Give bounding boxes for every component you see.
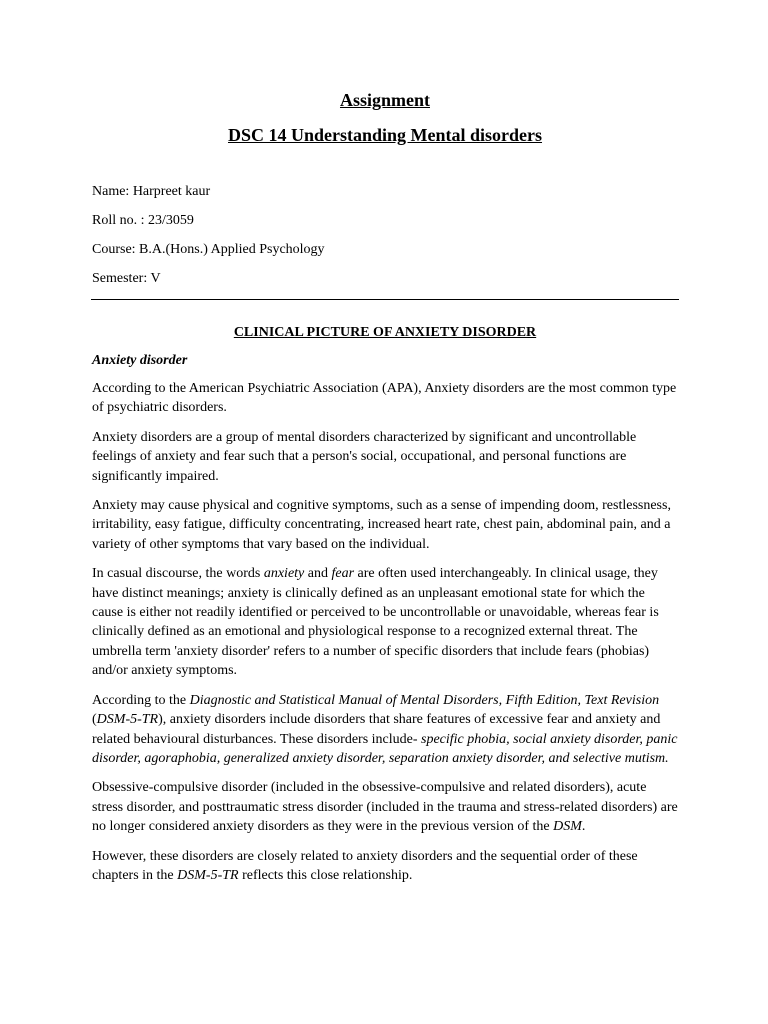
paragraph-2: Anxiety disorders are a group of mental disorders characterized by significant and uncontrollable feelings of anxiety and fear such that a person's social, occupational, and personal functions are significantly impaired. xyxy=(92,429,637,484)
manual-abbreviation: DSM xyxy=(553,819,582,835)
term-fear: fear xyxy=(331,566,355,582)
paragraph-1: According to the American Psychiatric Association (APA), Anxiety disorders are the most common type of psychiatric disorders. xyxy=(92,381,677,416)
title-block xyxy=(92,88,678,147)
term-anxiety: anxiety xyxy=(263,566,305,582)
document-title: Assignment xyxy=(339,90,430,110)
paragraph-5-text: ), anxiety disorders include disorders that share features of excessive fear and anxiety and related behavioural disturbances. These disorders include- xyxy=(92,712,661,747)
paragraph-5 xyxy=(92,691,678,769)
paragraph-7 xyxy=(92,847,678,886)
document-page xyxy=(92,88,678,895)
student-info xyxy=(92,183,678,288)
manual-abbreviation: DSM-5-TR xyxy=(177,867,239,883)
paragraph-5-text: According to the xyxy=(92,692,190,708)
student-roll: Roll no. : 23/3059 xyxy=(92,213,194,228)
student-semester: Semester: V xyxy=(92,271,161,286)
paragraph-4-text: are often used interchangeably. In clinical usage, they have distinct meanings; anxiety is clinically defined as an unpleasant emotional state for which the cause is either not readily identified or perceived to be uncontrollable or unavoidable, whereas fear is clinically defined as an emotional and physiological response to a recognized external threat. The umbrella term 'anxiety disorder' refers to a number of specific disorders that include fears (phobias) and/or anxiety symptoms. xyxy=(92,566,659,679)
disorder-list: specific phobia, social anxiety disorder, panic disorder, agoraphobia, generalized anxiety disorder, separation anxiety disorder, and selective mutism. xyxy=(92,731,678,766)
student-course: Course: B.A.(Hons.) Applied Psychology xyxy=(92,242,325,257)
paragraph-7-text: However, these disorders are closely related to anxiety disorders and the sequential order of these chapters in the xyxy=(92,848,638,883)
paragraph-5-text: ( xyxy=(92,712,97,728)
paragraph-4-text: In casual discourse, the words xyxy=(92,566,264,582)
paragraph-6 xyxy=(92,778,678,836)
section-subheading: Anxiety disorder xyxy=(92,353,188,368)
paragraph-7-text: reflects this close relationship. xyxy=(238,867,413,883)
manual-title: Diagnostic and Statistical Manual of Mental Disorders, Fifth Edition, Text Revision xyxy=(189,692,660,708)
paragraph-4 xyxy=(92,564,678,680)
paragraph-4-text: and xyxy=(304,566,332,582)
manual-abbreviation: DSM-5-TR xyxy=(96,712,159,728)
document-subtitle: DSC 14 Understanding Mental disorders xyxy=(227,125,543,145)
section-divider xyxy=(91,299,679,300)
section-heading: CLINICAL PICTURE OF ANXIETY DISORDER xyxy=(233,325,537,340)
paragraph-6-text: Obsessive-compulsive disorder (included in the obsessive-compulsive and related disorders), acute stress disorder, and posttraumatic stress disorder (included in the trauma and stress-related disorders) are no longer considered anxiety disorders as they were in the previous version of the xyxy=(92,780,678,835)
paragraph-3: Anxiety may cause physical and cognitive symptoms, such as a sense of impending doom, restlessness, irritability, easy fatigue, difficulty concentrating, increased heart rate, chest pain, abdominal pain, and a variety of other symptoms that vary based on the individual. xyxy=(92,498,671,552)
student-name: Name: Harpreet kaur xyxy=(92,184,211,199)
paragraph-6-text: . xyxy=(581,819,586,835)
